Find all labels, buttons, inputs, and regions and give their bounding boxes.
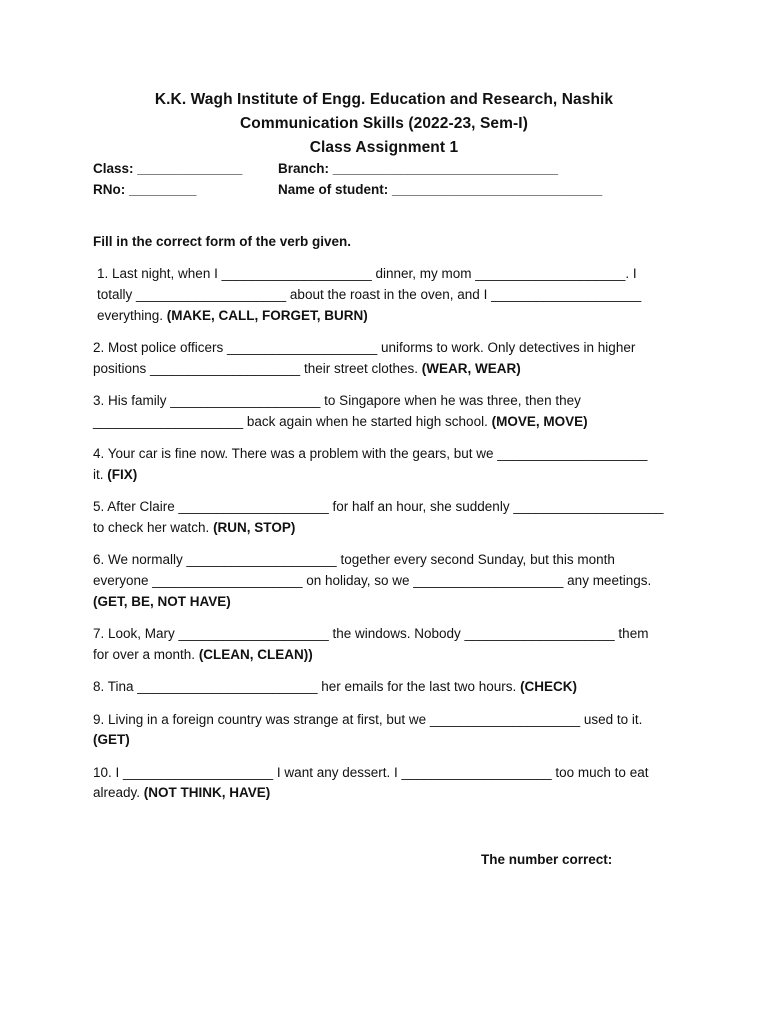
verb-hint: (GET, BE, NOT HAVE) [93, 593, 231, 609]
assignment-title: Class Assignment 1 [309, 139, 459, 156]
question-8 [93, 677, 678, 698]
student-details [93, 158, 602, 200]
question-4 [93, 444, 678, 486]
verb-hint: (MAKE, CALL, FORGET, BURN) [166, 307, 368, 323]
meta-row-rno-name [93, 179, 602, 200]
question-text: 3. His family ____________________ to Singapore when he was three, then they ____________________ back again when he started high school. [93, 392, 581, 429]
verb-hint: (MOVE, MOVE) [491, 413, 588, 429]
score-label: The number correct: [481, 852, 613, 867]
question-text: 1. Last night, when I ____________________ dinner, my mom ____________________. I totally ____________________ about the roast in the oven, and I ____________________ everything. [97, 266, 642, 323]
question-text: 10. I ____________________ I want any dessert. I ____________________ too much to eat already. [93, 764, 649, 801]
instruction-text: Fill in the correct form of the verb given. [93, 234, 352, 249]
question-text: 8. Tina ________________________ her emails for the last two hours. [93, 679, 521, 695]
question-text: 7. Look, Mary ____________________ the windows. Nobody ____________________ them for over a month. [93, 626, 649, 662]
meta-row-class-branch [93, 158, 602, 179]
verb-hint: (RUN, STOP) [213, 519, 296, 535]
question-1 [93, 264, 678, 326]
verb-hint: (CHECK) [520, 679, 578, 695]
branch-field: Branch: ______________________________ [278, 161, 558, 176]
question-text: 9. Living in a foreign country was strange at first, but we ____________________ used to it. [93, 711, 643, 727]
verb-hint: (WEAR, WEAR) [421, 360, 521, 376]
rno-field: RNo: _________ [93, 182, 197, 197]
question-text: 4. Your car is fine now. There was a problem with the gears, but we ____________________ it. [93, 446, 648, 482]
student-name-field: Name of student: ____________________________ [278, 182, 603, 197]
question-list [93, 264, 678, 816]
question-9 [93, 710, 678, 752]
question-text: 2. Most police officers ____________________ uniforms to work. Only detectives in higher positions ____________________ their street clothes. [93, 339, 636, 376]
question-5 [93, 497, 678, 539]
question-2 [93, 338, 678, 380]
question-text: 6. We normally ____________________ together every second Sunday, but this month everyone ____________________ on holiday, so we ____________________ any meetings. [93, 552, 652, 589]
question-7 [93, 624, 678, 666]
verb-hint: (NOT THINK, HAVE) [143, 785, 271, 801]
verb-hint: (CLEAN, CLEAN)) [198, 646, 313, 662]
document-header [0, 88, 768, 160]
institute-title: K.K. Wagh Institute of Engg. Education and Research, Nashik [154, 91, 614, 108]
verb-hint: (FIX) [107, 466, 138, 482]
course-title: Communication Skills (2022-23, Sem-I) [240, 115, 528, 132]
class-field: Class: ______________ [93, 161, 243, 176]
question-10 [93, 763, 678, 805]
verb-hint: (GET) [93, 732, 130, 748]
question-text: 5. After Claire ____________________ for half an hour, she suddenly ____________________ to check her watch. [93, 499, 664, 535]
question-3 [93, 391, 678, 433]
question-6 [93, 550, 678, 612]
